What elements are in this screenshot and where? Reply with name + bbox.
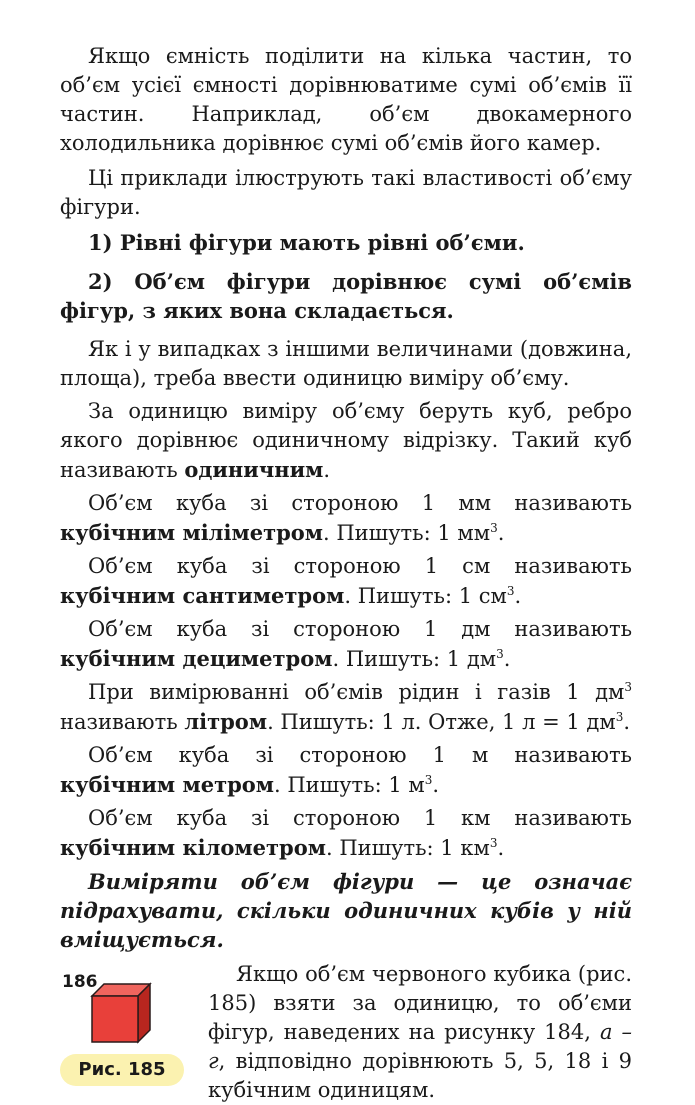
term-cubic-kilometer: кубічним кілометром [60,835,326,860]
paragraph-litre: При вимірюванні об’ємів рідин і газів 1 $дм^3$ називають літром. Пишуть: 1 л. Отже, 1 л = 1 $дм^3$. [60,680,632,734]
paragraph-unit-intro: Як і у випадках з іншими величинами (довжина, площа), треба ввести одиницю виміру об’єму. [60,337,632,390]
rule-equal-figures: 1) Рівні фігури мають рівні об’єми. [88,230,525,255]
figure-range: а – г [208,1020,632,1073]
red-cube-icon [90,982,152,1044]
figure-caption: Рис. 185 [60,1054,184,1086]
paragraph-properties-intro: Ці приклади ілюструють такі властивості об’єму фігури. [60,166,632,219]
paragraph-cubic-meter: Об’єм куба зі стороною 1 м називають кубічним метром. Пишуть: 1 $м^3$. [60,743,632,797]
figure-block [60,960,632,1100]
cube-front-face [92,996,138,1042]
term-cubic-centimeter: кубічним сантиметром [60,583,345,608]
paragraph-capacity: Якщо ємність поділити на кілька частин, то об’єм усієї ємності дорівнюватиме сумі об’ємів її частин. Наприклад, об’єм двокамерного холодильника дорівнює сумі об’ємів його камер. [60,44,632,155]
rule-sum-of-volumes: 2) Об’єм фігури дорівнює сумі об’ємів фігур, з яких вона складається. [60,269,632,323]
page-content [60,42,632,1100]
paragraph-unit-cube: За одиницю виміру об’єму беруть куб, ребро якого дорівнює одиничному відрізку. Такий куб називають одиничним. [60,399,632,482]
term-cubic-decimeter: кубічним дециметром [60,646,333,671]
term-cubic-meter: кубічним метром [60,772,275,797]
term-unit: одиничним [184,457,324,482]
paragraph-cubic-millimeter: Об’єм куба зі стороною 1 мм називають кубічним міліметром. Пишуть: 1 $мм^3$. [60,491,632,545]
paragraph-cubic-kilometer: Об’єм куба зі стороною 1 км називають кубічним кілометром. Пишуть: 1 $км^3$. [60,806,632,860]
term-litre: літром [184,709,268,734]
definition-measure-volume: Виміряти об’єм фігури — це означає підрахувати, скільки одиничних кубів у ній вміщується. [60,869,632,952]
page-number: 186 [62,972,98,992]
term-cubic-millimeter: кубічним міліметром [60,520,324,545]
paragraph-red-cube: Якщо об’єм червоного кубика (рис. 185) взяти за одиницю, то об’єми фігур, наведених на рисунку 184, а – г, відповідно дорівнюють 5, 5, 18 і 9 кубічним одиницям. [208,962,632,1102]
paragraph-cubic-centimeter: Об’єм куба зі стороною 1 см називають кубічним сантиметром. Пишуть: 1 $см^3$. [60,554,632,608]
paragraph-cubic-decimeter: Об’єм куба зі стороною 1 дм називають кубічним дециметром. Пишуть: 1 $дм^3$. [60,617,632,671]
